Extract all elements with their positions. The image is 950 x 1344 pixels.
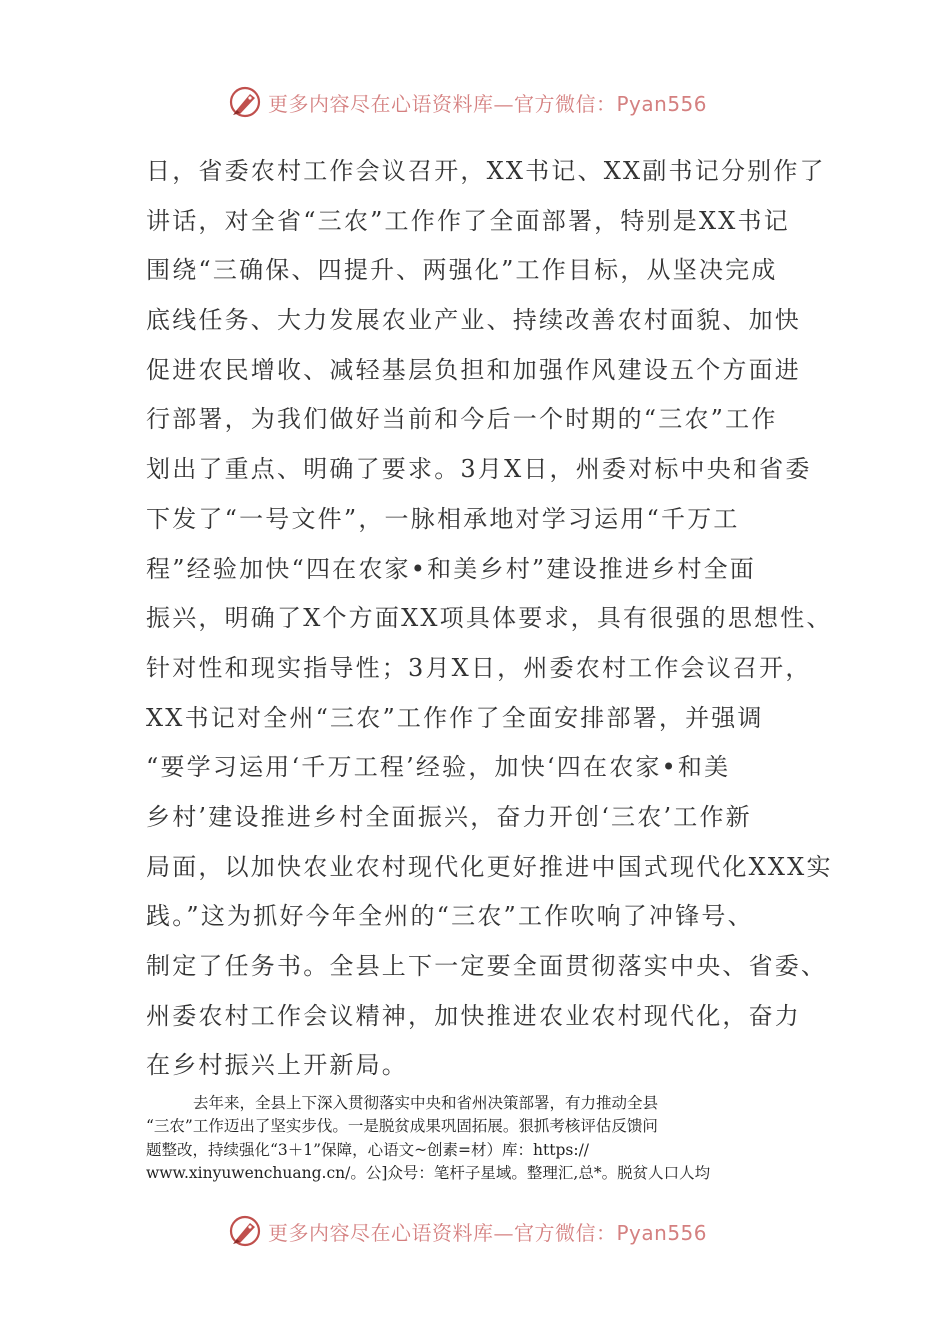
small-paragraph [146, 1092, 816, 1186]
text-line: 促进农民增收、减轻基层负担和加强作风建设五个方面进 [146, 355, 801, 384]
text-line: 在乡村振兴上开新局。 [146, 1051, 408, 1080]
main-paragraph [146, 147, 833, 1091]
text-line: 行部署，为我们做好当前和今后一个时期的“三农”工作 [146, 405, 778, 434]
text-line: 践。”这为抓好今年全州的“三农”工作吹响了冲锋号、 [146, 902, 754, 931]
footer-banner[interactable] [228, 1211, 707, 1251]
text-line: 下发了“一号文件”，一脉相承地对学习运用“千万工 [146, 504, 740, 533]
text-line: 制定了任务书。全县上下一定要全面贯彻落实中央、省委、 [146, 952, 828, 980]
wechat-id: Pyan556 [616, 91, 708, 116]
small-text-line: www.xinyuwenchuang.cn/。公]众号：笔杆子星域。整理汇,总*。脱贫人口人均 [146, 1164, 711, 1183]
text-line: “要学习运用‘千万工程’经验，加快‘四在农家•和美 [146, 753, 731, 782]
pen-nib-logo-icon [228, 85, 262, 119]
pen-nib-logo-icon [228, 1214, 262, 1248]
text-line: 讲话，对全省“三农”工作作了全面部署，特别是XX书记 [146, 206, 790, 235]
text-line: 围绕“三确保、四提升、两强化”工作目标，从坚决完成 [146, 256, 778, 285]
wechat-id: Pyan556 [616, 1220, 708, 1245]
text-line: 局面，以加快农业农村现代化更好推进中国式现代化XXX实 [146, 852, 833, 881]
small-text-line: “三农”工作迈出了坚实步伐。一是脱贫成果巩固拓展。狠抓考核评估反馈问 [146, 1117, 658, 1136]
text-line: 振兴，明确了X个方面XX项具体要求，具有很强的思想性、 [146, 604, 833, 633]
text-line: 乡村’建设推进乡村全面振兴，奋力开创‘三农’工作新 [146, 802, 752, 831]
text-line: 划出了重点、明确了要求。3月X日，州委对标中央和省委 [146, 455, 812, 484]
banner-label: 更多内容尽在心语资料库—官方微信： [268, 91, 617, 116]
text-line: 底线任务、大力发展农业产业、持续改善农村面貌、加快 [146, 306, 801, 335]
text-line: XX书记对全州“三农”工作作了全面安排部署，并强调 [146, 703, 764, 732]
banner-text [268, 88, 707, 117]
text-line: 州委农村工作会议精神，加快推进农业农村现代化，奋力 [146, 1001, 801, 1030]
banner-text [268, 1217, 707, 1246]
text-line: 程”经验加快“四在农家•和美乡村”建设推进乡村全面 [146, 554, 756, 583]
text-line: 针对性和现实指导性；3月X日，州委农村工作会议召开， [146, 653, 812, 682]
banner-label: 更多内容尽在心语资料库—官方微信： [268, 1220, 617, 1245]
text-line: 日，省委农村工作会议召开，XX书记、XX副书记分别作了 [146, 157, 826, 185]
header-banner[interactable] [228, 82, 707, 122]
small-text-line: 去年来，全县上下深入贯彻落实中央和省州决策部署，有力推动全县 [193, 1094, 659, 1112]
small-text-line: 题整改，持续强化“3＋1”保障，心语文~创素=材）库：https:// [146, 1140, 590, 1159]
